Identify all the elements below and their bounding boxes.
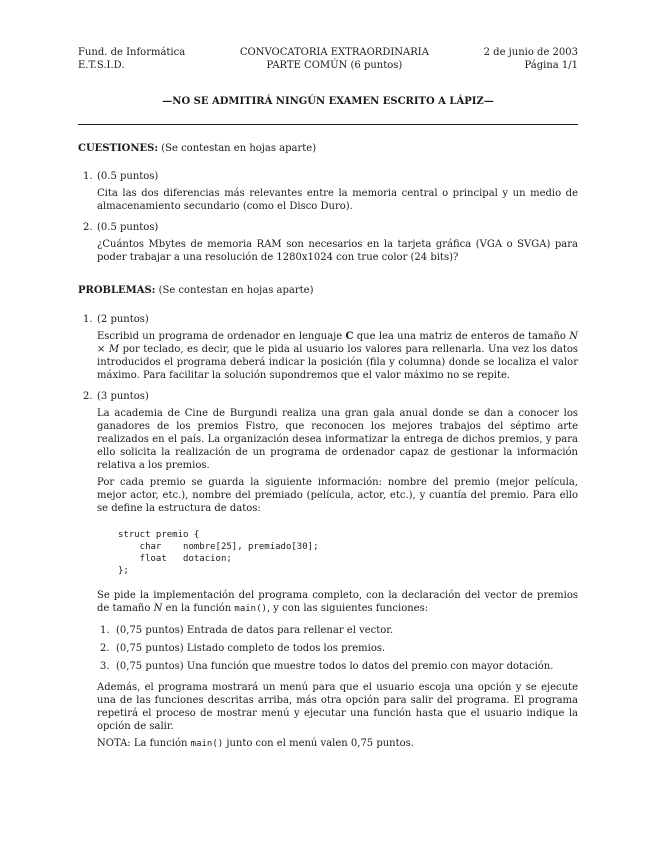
list-item-number: 1. [100, 625, 110, 636]
problem-2 [78, 390, 578, 751]
language-name: C [345, 331, 354, 342]
problem-points: (3 puntos) [97, 391, 149, 402]
text-segment: NOTA: La función [97, 738, 188, 749]
problemas-heading [78, 284, 578, 297]
question-number: 2. [83, 222, 93, 233]
cuestiones-heading [78, 142, 578, 155]
problemas-title: PROBLEMAS: [78, 285, 156, 296]
problem-text [97, 407, 578, 751]
exam-subtitle: PARTE COMÚN (6 puntos) [266, 60, 403, 71]
list-item [97, 642, 578, 655]
list-item-text: (0,75 puntos) Una función que muestre todos lo datos del premio con mayor dotación. [116, 661, 554, 672]
cuestiones-title: CUESTIONES: [78, 143, 159, 154]
main-function-code: main() [234, 604, 267, 614]
school-name: E.T.S.I.D. [78, 60, 125, 71]
question-points: (0.5 puntos) [97, 222, 159, 233]
note-paragraph [97, 737, 578, 751]
exam-date: 2 de junio de 2003 [483, 47, 578, 58]
question-text: ¿Cuántos Mbytes de memoria RAM son necesarios en la tarjeta gráfica (VGA o SVGA) para poder trabajar a una resolución de 1280x1024 con true color (24 bits)? [97, 239, 578, 263]
struct-code-block: struct premio { char nombre[25], premiado[30]; float dotacion; }; [118, 530, 319, 576]
text-segment: por teclado, es decir, que le pida al usuario los valores para rellenarla. Una vez los datos introducidos el programa deberá indicar la posición (fila y columna) donde se localiza el valor máximo. Para facilitar la solución supondremos que el valor máximo no se repite. [97, 344, 579, 381]
problem-points: (2 puntos) [97, 314, 149, 325]
vector-size: N [153, 603, 163, 614]
problem-paragraph: Además, el programa mostrará un menú para que el usuario escoja una opción y se ejecute una de las funciones descritas arriba, más otra opción para salir del programa. El programa repetirá el proceso de mostrar menú y ejecutar una función hasta que el usuario indique la opción de salir. [97, 682, 578, 732]
text-segment: junto con el menú valen 0,75 puntos. [226, 738, 414, 749]
problem-paragraph: Por cada premio se guarda la siguiente información: nombre del premio (mejor película, mejor actor, etc.), nombre del premiado (película, actor, etc.), y cuantía del premio. Para ello se define la estructura de datos: [97, 477, 578, 514]
text-segment: , y con las siguientes funciones: [266, 603, 429, 614]
exam-title: CONVOCATORIA EXTRAORDINARIA [239, 47, 429, 58]
page-header [78, 46, 578, 72]
pencil-warning: —NO SE ADMITIRÁ NINGÚN EXAMEN ESCRITO A LÁPIZ— [162, 96, 494, 107]
course-name: Fund. de Informática [78, 47, 186, 58]
list-item [97, 660, 578, 673]
problemas-subtitle: (Se contestan en hojas aparte) [158, 285, 314, 296]
page-number: Página 1/1 [524, 60, 578, 71]
function-list [97, 624, 578, 673]
problem-text [97, 330, 578, 382]
problem-number: 2. [83, 391, 93, 402]
exam-page [78, 46, 578, 755]
list-item-number: 3. [100, 661, 110, 672]
problem-number: 1. [83, 314, 93, 325]
header-left [78, 46, 185, 72]
list-item [97, 624, 578, 637]
problem-paragraph [97, 589, 578, 616]
cuestiones-subtitle: (Se contestan en hojas aparte) [161, 143, 317, 154]
text-segment: que lea una matriz de enteros de tamaño [356, 331, 566, 342]
main-function-code: main() [190, 739, 224, 749]
header-right [484, 46, 578, 72]
header-center [240, 46, 429, 72]
list-item-number: 2. [100, 643, 110, 654]
horizontal-rule [78, 124, 578, 125]
list-item-text: (0,75 puntos) Listado completo de todos los premios. [116, 643, 386, 654]
text-segment: Se pide la implementación del programa completo, con la declaración del vector de premios de tamaño [97, 590, 578, 614]
matrix-size: N × M [97, 331, 578, 355]
list-item-text: (0,75 puntos) Entrada de datos para rellenar el vector. [116, 625, 394, 636]
question-number: 1. [83, 171, 93, 182]
question-1 [78, 170, 578, 213]
problem-1 [78, 313, 578, 382]
text-segment: Escribid un programa de ordenador en lenguaje [97, 331, 343, 342]
question-points: (0.5 puntos) [97, 171, 159, 182]
text-segment: en la función [165, 603, 232, 614]
question-text: Cita las dos diferencias más relevantes entre la memoria central o principal y un medio de almacenamiento secundario (como el Disco Duro). [97, 188, 578, 212]
question-2 [78, 221, 578, 264]
problem-paragraph: La academia de Cine de Burgundi realiza una gran gala anual donde se dan a conocer los ganadores de los premios Fistro, que reconocen los mejores trabajos del séptimo arte realizados en el país. La organización desea informatizar la entrega de dichos premios, y para ello solicita la realización de un programa de ordenador capaz de gestionar la información relativa a los premios. [97, 408, 578, 471]
